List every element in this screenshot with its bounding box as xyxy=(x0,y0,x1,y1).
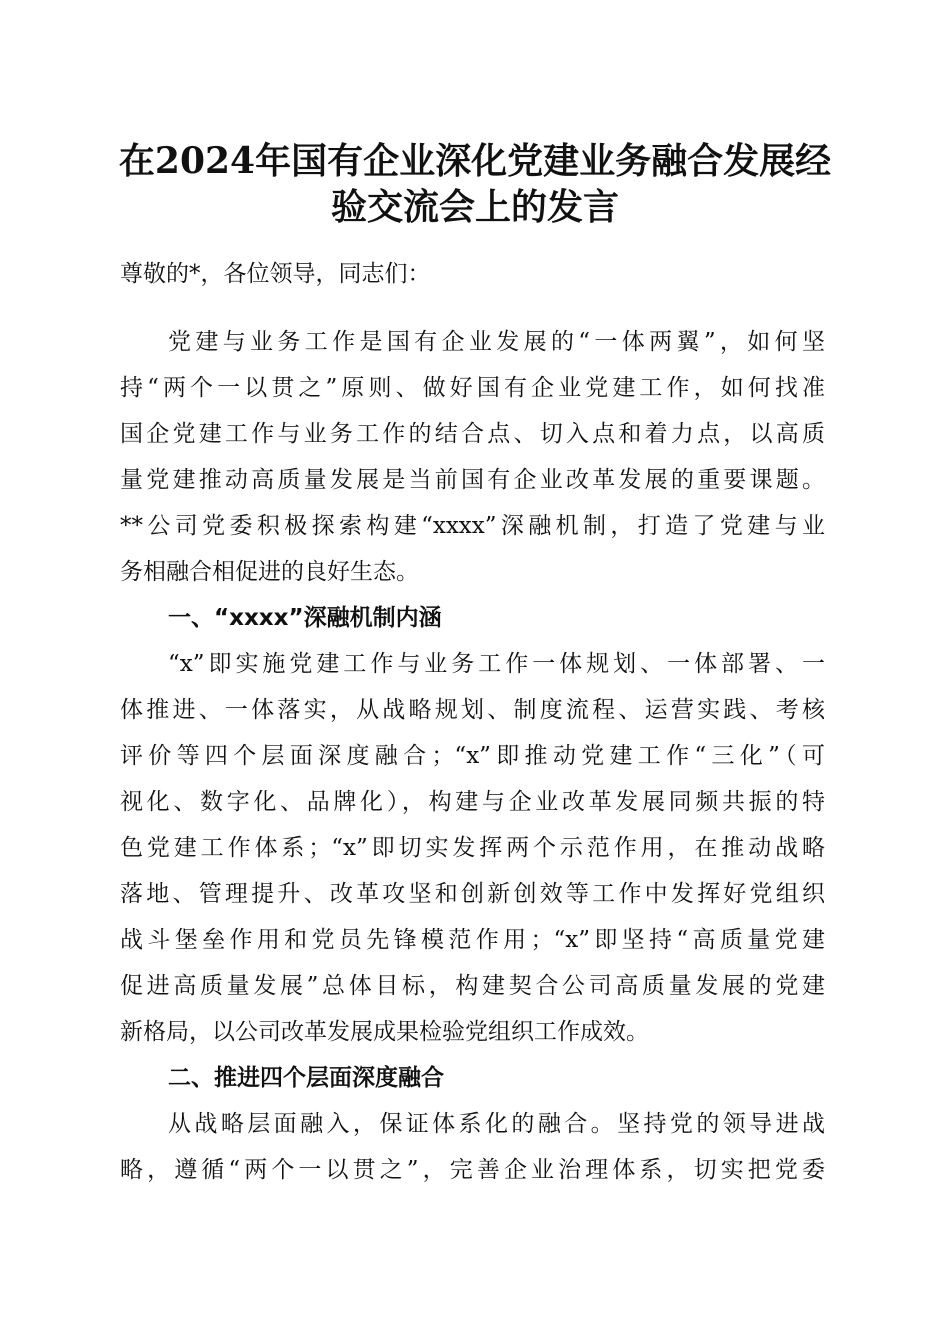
section1-line-2: 体推进、一体落实，从战略规划、制度流程、运营实践、考核 xyxy=(120,697,825,723)
section-heading-2: 二、推进四个层面深度融合 xyxy=(168,1065,444,1091)
document-title-line-1: 在2024年国有企业深化党建业务融合发展经 xyxy=(118,140,832,182)
section1-line-9: 新格局，以公司改革发展成果检验党组织工作成效。 xyxy=(120,1019,649,1045)
section1-line-6: 落地、管理提升、改革攻坚和创新创效等工作中发挥好党组织 xyxy=(120,881,825,907)
intro-line-6: 务相融合相促进的良好生态。 xyxy=(120,559,419,585)
section1-line-4: 视化、数字化、品牌化），构建与企业改革发展同频共振的特 xyxy=(120,789,825,815)
intro-line-4: 量党建推动高质量发展是当前国有企业改革发展的重要课题。 xyxy=(120,467,825,493)
intro-line-5: **公司党委积极探索构建“xxxx”深融机制，打造了党建与业 xyxy=(120,513,825,539)
section1-line-3: 评价等四个层面深度融合；“x”即推动党建工作“三化”（可 xyxy=(120,743,825,769)
section-heading-1: 一、“xxxx”深融机制内涵 xyxy=(168,605,442,631)
document-title-line-2: 验交流会上的发言 xyxy=(330,186,619,228)
section1-line-1: “x”即实施党建工作与业务工作一体规划、一体部署、一 xyxy=(168,651,825,677)
section1-line-7: 战斗堡垒作用和党员先锋模范作用；“x”即坚持“高质量党建 xyxy=(120,927,825,953)
salutation: 尊敬的*，各位领导，同志们： xyxy=(120,261,431,287)
intro-line-1: 党建与业务工作是国有企业发展的“一体两翼”，如何坚 xyxy=(168,329,825,355)
section2-line-2: 略，遵循“两个一以贯之”，完善企业治理体系，切实把党委 xyxy=(120,1157,825,1183)
section1-line-8: 促进高质量发展”总体目标，构建契合公司高质量发展的党建 xyxy=(120,973,825,999)
section2-line-1: 从战略层面融入，保证体系化的融合。坚持党的领导进战 xyxy=(168,1111,825,1137)
section1-line-5: 色党建工作体系；“x”即切实发挥两个示范作用，在推动战略 xyxy=(120,835,825,861)
intro-line-2: 持“两个一以贯之”原则、做好国有企业党建工作，如何找准 xyxy=(120,375,825,401)
intro-line-3: 国企党建工作与业务工作的结合点、切入点和着力点，以高质 xyxy=(120,421,825,447)
